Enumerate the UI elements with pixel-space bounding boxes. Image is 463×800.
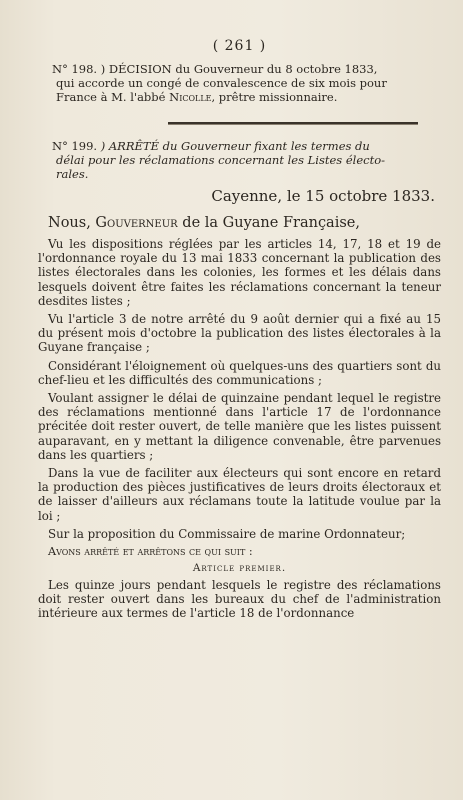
governor-title: Gouverneur (95, 215, 178, 231)
article-text: Les quinze jours pendant lesquels le registre des réclamations doit rester ouvert dans les bureaux du chef de l'administration intérieure aux termes de l'article 18 de l'ordonnance (38, 578, 441, 621)
dateline: Cayenne, le 15 octobre 1833. (211, 187, 435, 205)
arrete-number: N° 199. (52, 139, 98, 153)
paragraph-vu-article: Vu l'article 3 de notre arrêté du 9 août dernier qui a fixé au 15 du présent mois d'octobre la publication des listes électorales à la Guyane française ; (38, 312, 441, 355)
paragraph-vu-dispositions: Vu les dispositions réglées par les articles 14, 17, 18 et 19 de l'ordonnance royale du 13 mai 1833 concernant la publication des listes électorales dans les colonies, les formes et les délais dans lesquels doivent être faites les réclamations concernant la teneur desdites listes ; (38, 237, 441, 308)
paragraph-voulant: Voulant assigner le délai de quinzaine pendant lequel le registre des réclamations mentionné dans l'article 17 de l'ordonnance précitée doit rester ouvert, de telle manière que les listes puissent auparavant, en y mettant la diligence convenable, être parvenues dans les quartiers ; (38, 391, 441, 462)
decision-line-1 (38, 62, 441, 76)
arrete-line-1 (38, 139, 441, 153)
arrete-title: ) ARRÊTÉ du Gouverneur fixant les termes du (100, 139, 370, 153)
decision-title: ) DÉCISION du Gouverneur du 8 octobre 1833, (100, 62, 378, 76)
paragraph-proposition: Sur la proposition du Commissaire de marine Ordonnateur; (48, 526, 406, 541)
section-divider (168, 122, 418, 125)
enacting-clause: Avons arrêté et arrêtons ce qui suit : (48, 545, 253, 559)
preamble-nous (38, 215, 441, 231)
nous-text-end: de la Guyane Française, (177, 215, 360, 231)
decision-text-end: , prêtre missionnaire. (211, 90, 338, 104)
page-number: ( 261 ) (212, 38, 267, 54)
decision-entry (38, 62, 441, 104)
paragraph-dans-la-vue: Dans la vue de faciliter aux électeurs qui sont encore en retard la production des pièces justificatives de leurs droits électoraux et de laisser d'ailleurs aux réclamans toute la latitude voulue par la loi ; (38, 466, 441, 523)
nous-text: Nous, (48, 215, 96, 231)
arrete-line-2: délai pour les réclamations concernant les Listes électo- (56, 153, 386, 167)
decision-line-2: qui accorde un congé de convalescence de six mois pour (56, 76, 387, 90)
paragraph-considerant: Considérant l'éloignement où quelques-uns des quartiers sont du chef-lieu et les difficultés des communications ; (38, 358, 441, 387)
decision-line-3 (38, 90, 441, 104)
arrete-line-3: rales. (56, 167, 89, 181)
decision-text: France à M. l'abbé (56, 90, 170, 104)
decision-number: N° 198. (52, 62, 98, 76)
priest-name: Nicolle (169, 90, 212, 104)
article-heading: Article premier. (192, 562, 287, 575)
arrete-entry (38, 139, 441, 181)
